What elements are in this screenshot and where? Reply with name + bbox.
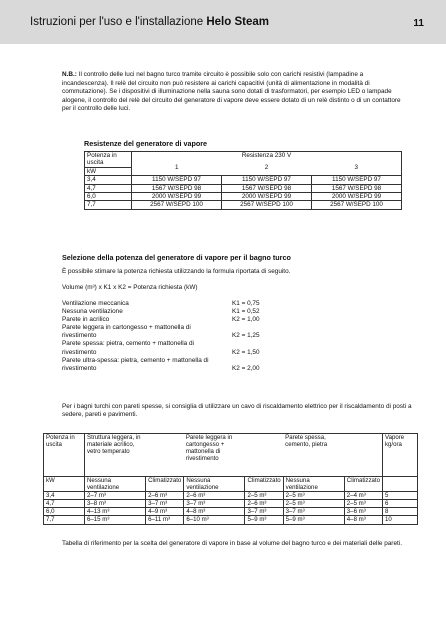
header-thick (283, 434, 382, 477)
factor-value: K2 = 2,00 (232, 364, 260, 372)
subheader-air-conditioned: Climatizzato (344, 477, 382, 492)
cell: 2–4 m³ (344, 492, 382, 500)
factor-value: K2 = 1,50 (232, 348, 260, 356)
cell: 2–5 m³ (344, 500, 382, 508)
cell: 2–6 m³ (245, 500, 283, 508)
cell: 2000 W/SEPD 99 (312, 193, 402, 201)
cell: 5–9 m³ (283, 516, 344, 524)
cell: 6–15 m³ (85, 516, 146, 524)
cell: 2000 W/SEPD 99 (222, 193, 312, 201)
cell: 4–13 m³ (85, 508, 146, 516)
header-medium (184, 434, 283, 477)
cell: 2–5 m³ (283, 492, 344, 500)
cell: 2000 W/SEPD 99 (132, 193, 222, 201)
cell: 1150 W/SEPD 97 (132, 176, 222, 184)
table-row (85, 159, 402, 167)
volumes-table (43, 433, 418, 525)
cell-kw: 6,0 (85, 193, 132, 201)
cell-kw: 7,7 (85, 201, 132, 209)
title-prefix: Istruzioni per l'uso e l'installazione (30, 16, 207, 28)
cell: 1567 W/SEPD 98 (222, 184, 312, 192)
selection-formula: Volume (m³) x K1 x K2 = Potenza richiesta (kW) (62, 284, 198, 291)
cell: 3–7 m³ (283, 508, 344, 516)
cell: 5–9 m³ (245, 516, 283, 524)
note-paragraph (62, 71, 402, 114)
cell: 6–11 m³ (146, 516, 184, 524)
cell: 4–9 m³ (146, 508, 184, 516)
empty-cell (383, 477, 418, 492)
table-row (44, 434, 418, 477)
header-resistance: Resistenza 230 V (132, 152, 402, 160)
factor-label: Ventilazione meccanica (62, 300, 129, 307)
cell-kw: 7,7 (44, 516, 85, 524)
header-light-text: Struttura leggera, in materiale acrilico, vetro temperato (87, 434, 141, 456)
unit-cell: kW (85, 167, 132, 175)
table-caption: Tabella di riferimento per la scelta del generatore di vapore in base al volume del bagno turco e dei materiali delle pareti. (62, 540, 402, 547)
cell: 2–7 m³ (85, 492, 146, 500)
cell-steam: 10 (383, 516, 418, 524)
cell-kw: 4,7 (85, 184, 132, 192)
cell: 2–6 m³ (184, 492, 245, 500)
factor-row (62, 357, 272, 373)
header-power: Potenza in uscita (85, 152, 132, 168)
factor-row (62, 340, 272, 356)
table-row (44, 508, 418, 516)
subheader-no-ventilation: Nessuna ventilazione (283, 477, 344, 492)
cell: 3–7 m³ (184, 500, 245, 508)
cell: 3–7 m³ (146, 500, 184, 508)
table-row (85, 176, 402, 184)
cell-steam: 6 (383, 500, 418, 508)
phase-2: 2 (222, 159, 312, 175)
factor-label: Nessuna ventilazione (62, 308, 123, 316)
header-light (85, 434, 184, 477)
cell: 4–8 m³ (344, 516, 382, 524)
subheader-air-conditioned: Climatizzato (245, 477, 283, 492)
factor-label: Parete leggera in cartongesso + mattonella di rivestimento (62, 324, 191, 340)
header-power: Potenza in uscita (44, 434, 85, 477)
page-number: 11 (413, 18, 424, 29)
cell: 1567 W/SEPD 98 (132, 184, 222, 192)
factor-value: K2 = 1,25 (232, 332, 260, 340)
factor-value: K2 = 1,00 (232, 316, 260, 324)
note-label: N.B.: (62, 71, 77, 78)
factor-row (62, 300, 272, 308)
phase-3: 3 (312, 159, 402, 175)
title-product: Helo Steam (206, 16, 269, 28)
cell: 1150 W/SEPD 97 (222, 176, 312, 184)
header-medium-text: Parete leggera in cartongesso + mattonella di rivestimento (185, 434, 233, 463)
selection-intro: È possibile stimare la potenza richiesta utilizzando la formula riportata di seguito. (62, 268, 291, 275)
table-row (44, 516, 418, 524)
cell: 2567 W/SEPD 100 (312, 201, 402, 209)
table-row (85, 152, 402, 160)
cell: 1150 W/SEPD 97 (312, 176, 402, 184)
cell: 3–7 m³ (245, 508, 283, 516)
note-text: Il controllo delle luci nel bagno turco tramite circuito è possibile solo con carichi resistivi (lampadine a incandescenza). Il relè del circuito non può resistere ai carichi capacitivi (unità di alimentazione in modalità di commutazione). Se i dispositivi di illuminazione nella sauna sono dotati di trasformatori, per esempio LED o lampade alogene, il controllo del relè del circuito del generatore di vapore deve essere dotato di un relè distinto o di un contattore per il controllo delle luci. (62, 71, 401, 113)
table-row (44, 477, 418, 492)
phase-1: 1 (132, 159, 222, 175)
table-row (44, 500, 418, 508)
table-row (85, 184, 402, 192)
subheader-no-ventilation: Nessuna ventilazione (184, 477, 245, 492)
factor-row (62, 308, 272, 316)
cell: 1567 W/SEPD 98 (312, 184, 402, 192)
cell-steam: 8 (383, 508, 418, 516)
table-row (85, 201, 402, 209)
resistances-heading: Resistenze del generatore di vapore (84, 139, 208, 148)
table-row (44, 492, 418, 500)
unit-cell: kW (44, 477, 85, 492)
cell: 3–8 m³ (85, 500, 146, 508)
header-steam: Vapore kg/ora (383, 434, 418, 477)
cell-kw: 3,4 (85, 176, 132, 184)
cell-kw: 6,0 (44, 508, 85, 516)
resistances-table (84, 151, 402, 210)
page-title (30, 16, 269, 28)
cell: 2567 W/SEPD 100 (222, 201, 312, 209)
factors-list (62, 300, 272, 373)
factor-value: K1 = 0,52 (232, 308, 260, 316)
cell: 2–6 m³ (146, 492, 184, 500)
cell-kw: 4,7 (44, 500, 85, 508)
header-thick-text: Parete spessa, cemento, pietra (285, 434, 328, 449)
factor-value: K1 = 0,75 (232, 300, 260, 307)
advice-paragraph: Per i bagni turchi con pareti spesse, si consiglia di utilizzare un cavo di riscaldamento elettrico per il riscaldamento di posti a sedere, pareti e pavimenti. (62, 403, 412, 419)
cell: 4–8 m³ (184, 508, 245, 516)
factor-label: Parete in acrilico (62, 316, 110, 324)
cell: 2–5 m³ (283, 500, 344, 508)
factor-row (62, 324, 272, 340)
table-row (85, 193, 402, 201)
cell-kw: 3,4 (44, 492, 85, 500)
factor-label: Parete ultra-spessa: pietra, cemento + mattonella di rivestimento (62, 356, 209, 372)
subheader-air-conditioned: Climatizzato (146, 477, 184, 492)
subheader-no-ventilation: Nessuna ventilazione (85, 477, 146, 492)
factor-label: Parete spessa: pietra, cemento + mattonella di rivestimento (62, 340, 194, 356)
selection-heading: Selezione della potenza del generatore di vapore per il bagno turco (62, 253, 291, 262)
cell: 6–10 m³ (184, 516, 245, 524)
cell-steam: 5 (383, 492, 418, 500)
cell: 2567 W/SEPD 100 (132, 201, 222, 209)
cell: 3–6 m³ (344, 508, 382, 516)
cell: 2–5 m³ (245, 492, 283, 500)
factor-row (62, 316, 272, 324)
